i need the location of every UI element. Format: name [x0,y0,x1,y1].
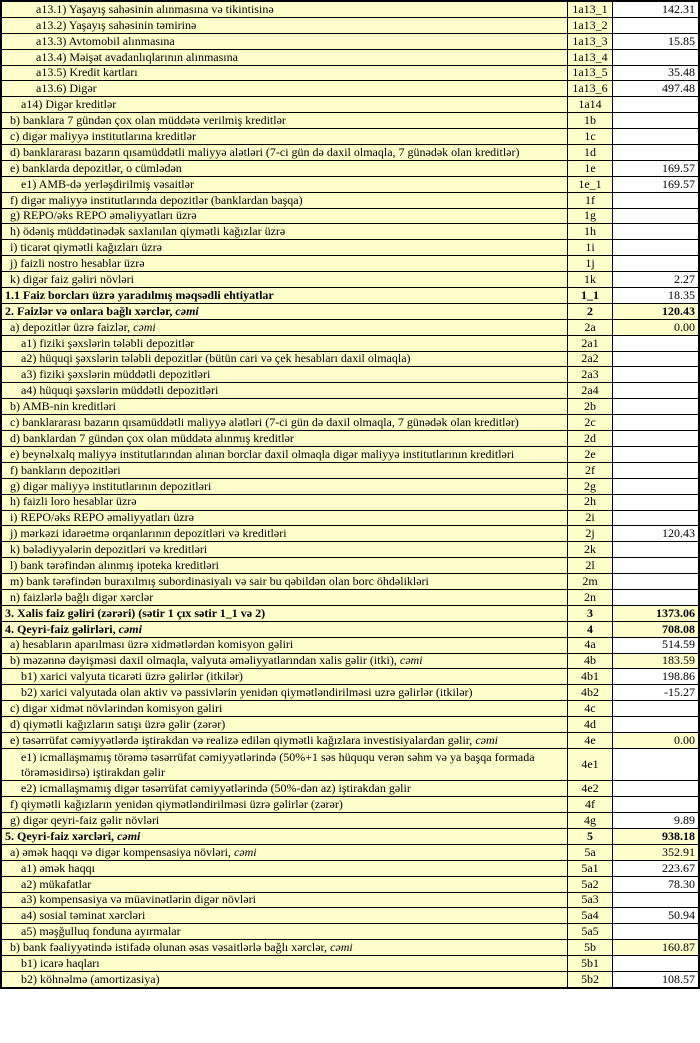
table-row [1,462,699,478]
row-label: a13.1) Yaşayış sahəsinin alınmasına və tikintisinə [1,1,568,17]
table-row [1,176,699,192]
row-value: 708.08 [613,621,700,637]
row-code: 5b1 [568,956,613,972]
table-row [1,49,699,65]
row-label-emphasis: cəmi [133,319,156,334]
row-label-emphasis: cəmi [117,828,141,843]
row-code: 2a4 [568,383,613,399]
row-value [613,351,700,367]
table-row [1,908,699,924]
row-label: a1) fiziki şəxslərin tələbli depozitlər [1,335,568,351]
table-row [1,415,699,431]
row-code: 1_1 [568,288,613,304]
row-value: 198.86 [613,669,700,685]
row-label: b) bank fəaliyyətində istifadə olunan əsas vəsaitlərlə bağlı xərclər, cəmi [1,940,568,956]
table-row [1,669,699,685]
row-value [613,956,700,972]
row-label: e2) icmallaşmamış digər təsərrüfat cəmiyyətlərində (50%-dən az) iştirakdan gəlir [1,781,568,797]
row-code: 4g [568,813,613,829]
row-code: 2a1 [568,335,613,351]
row-label: k) digər faiz gəliri növləri [1,272,568,288]
row-value [613,415,700,431]
row-code: 4e1 [568,748,613,781]
row-label: a13.6) Digər [1,81,568,97]
row-label: 2. Faizlər və onlara bağlı xərclər, cəmi [1,303,568,319]
row-value [613,462,700,478]
row-value [613,399,700,415]
row-label: 4. Qeyri-faiz gəlirləri, cəmi [1,621,568,637]
row-label: b2) xarici valyutada olan aktiv və passivlərin yenidən qiymətləndirilməsi uzrə gəlirlər (itkilər) [1,685,568,701]
row-code: 5b [568,940,613,956]
row-code: 1d [568,145,613,161]
row-value [613,129,700,145]
table-row [1,892,699,908]
row-value: 142.31 [613,1,700,17]
table-row [1,558,699,574]
row-value [613,510,700,526]
row-value [613,49,700,65]
row-code: 2c [568,415,613,431]
row-label: h) ödəniş müddətinədək saxlanılan qiymətli kağızlar üzrə [1,224,568,240]
table-row [1,240,699,256]
row-value [613,224,700,240]
table-row [1,81,699,97]
row-label: g) digər qeyri-faiz gəlir növləri [1,813,568,829]
row-code: 5a3 [568,892,613,908]
row-label: a3) fiziki şəxslərin müddətli depozitləri [1,367,568,383]
row-code: 1a13_4 [568,49,613,65]
row-value: 108.57 [613,972,700,988]
row-label: h) faizli loro hesablar üzrə [1,494,568,510]
row-value [613,145,700,161]
row-code: 1c [568,129,613,145]
table-row [1,1,699,17]
table-row [1,113,699,129]
row-value [613,240,700,256]
row-label: j) faizli nostro hesablar üzrə [1,256,568,272]
row-value: 183.59 [613,653,700,669]
row-value: 223.67 [613,860,700,876]
row-code: 1g [568,208,613,224]
row-code: 5a5 [568,924,613,940]
row-code: 5a1 [568,860,613,876]
row-value [613,542,700,558]
row-label: g) digər maliyyə institutlarının depozitləri [1,478,568,494]
table-row [1,256,699,272]
row-label-emphasis: cəmi [330,940,353,955]
row-label: b1) icarə haqları [1,956,568,972]
row-value [613,446,700,462]
row-label: i) REPO/əks REPO əməliyyatları üzrə [1,510,568,526]
row-label: b2) köhnəlmə (amortizasiya) [1,972,568,988]
row-label: e1) AMB-də yerləşdirilmiş vəsaitlər [1,176,568,192]
row-code: 2g [568,478,613,494]
table-row [1,494,699,510]
row-label: b) AMB-nin kreditləri [1,399,568,415]
row-code: 1a13_2 [568,17,613,33]
row-code: 1j [568,256,613,272]
table-row [1,701,699,717]
row-code: 2h [568,494,613,510]
row-label: b) məzənnə dəyişməsi daxil olmaqla, valyuta əməliyyatlarından xalis gəlir (itki), cəmi [1,653,568,669]
row-label: b1) xarici valyuta ticarəti üzrə gəlirlər (itkilər) [1,669,568,685]
table-row [1,478,699,494]
table-row [1,924,699,940]
row-code: 1e_1 [568,176,613,192]
row-value: 497.48 [613,81,700,97]
row-code: 2f [568,462,613,478]
table-row [1,829,699,845]
table-row [1,526,699,542]
row-label: b) banklara 7 gündən çox olan müddətə verilmiş kreditlər [1,113,568,129]
row-label: 5. Qeyri-faiz xərcləri, cəmi [1,829,568,845]
row-value [613,431,700,447]
row-value [613,924,700,940]
table-row [1,876,699,892]
report-table-body [1,1,699,988]
table-row [1,399,699,415]
row-value: 0.00 [613,732,700,748]
row-label: a13.2) Yaşayış sahəsinin təmirinə [1,17,568,33]
table-row [1,653,699,669]
row-value [613,558,700,574]
row-code: 2m [568,574,613,590]
row-code: 2e [568,446,613,462]
row-value [613,335,700,351]
row-value: 0.00 [613,319,700,335]
row-label: 3. Xalis faiz gəliri (zərəri) (sətir 1 çıx sətir 1_1 və 2) [1,605,568,621]
table-row [1,288,699,304]
row-label: a2) hüquqi şəxslərin tələbli depozitlər (bütün cari və çek hesabları daxil olmaqla) [1,351,568,367]
row-label: a4) sosial təminat xərcləri [1,908,568,924]
row-label: f) digər maliyyə institutlarında depozitlər (banklardan başqa) [1,192,568,208]
table-row [1,367,699,383]
row-value: 120.43 [613,526,700,542]
row-code: 4f [568,797,613,813]
table-row [1,510,699,526]
row-code: 4e2 [568,781,613,797]
row-label: n) faizlərlə bağlı digər xərclər [1,589,568,605]
table-row [1,192,699,208]
row-code: 4e [568,732,613,748]
row-label-emphasis: cəmi [233,844,257,859]
row-code: 2a [568,319,613,335]
table-row [1,97,699,113]
row-label-emphasis: cəmi [475,732,498,747]
row-value [613,717,700,733]
row-label: f) bankların depozitləri [1,462,568,478]
row-code: 2 [568,303,613,319]
table-row [1,33,699,49]
row-value [613,574,700,590]
table-row [1,319,699,335]
table-row [1,383,699,399]
row-label: j) mərkəzi idarəetmə orqanlarının depozitləri və kreditləri [1,526,568,542]
row-value [613,113,700,129]
row-code: 2d [568,431,613,447]
row-code: 4c [568,701,613,717]
row-code: 2k [568,542,613,558]
row-value [613,589,700,605]
row-label: a) depozitlər üzrə faizlər, cəmi [1,319,568,335]
row-value: 938.18 [613,829,700,845]
row-code: 2b [568,399,613,415]
table-row [1,574,699,590]
table-row [1,637,699,653]
row-label: e1) icmallaşmamış törəmə təsərrüfat cəmiyyətlərində (50%+1 səs hüququ verən səhm və ya başqa formada törəməsidirsə) iştirakdan gəlir [1,748,568,781]
row-label: c) banklararası bazarın qısamüddətli maliyyə alətləri (7-ci gün də daxil olmaqla, 7 günədək olan kreditlər) [1,415,568,431]
row-code: 5 [568,829,613,845]
row-value: 35.48 [613,65,700,81]
table-row [1,160,699,176]
table-row [1,748,699,781]
row-code: 4 [568,621,613,637]
table-row [1,446,699,462]
row-value [613,383,700,399]
row-value: 514.59 [613,637,700,653]
row-code: 1a13_3 [568,33,613,49]
row-code: 1a13_6 [568,81,613,97]
row-code: 5a2 [568,876,613,892]
table-row [1,431,699,447]
row-value: 169.57 [613,176,700,192]
row-label: a2) mükafatlar [1,876,568,892]
row-value [613,478,700,494]
row-label: a5) məşğulluq fonduna ayırmalar [1,924,568,940]
row-code: 1i [568,240,613,256]
row-value [613,494,700,510]
row-value: 120.43 [613,303,700,319]
row-code: 1a13_1 [568,1,613,17]
row-label: f) qiymətli kağızların yenidən qiymətləndirilməsi üzrə gəlirlər (zərər) [1,797,568,813]
row-code: 3 [568,605,613,621]
row-code: 1e [568,160,613,176]
row-value [613,701,700,717]
row-value [613,367,700,383]
row-label-emphasis: cəmi [175,303,199,318]
row-label: a) əmək haqqı və digər kompensasiya növləri, cəmi [1,844,568,860]
row-label: e) beynəlxalq maliyyə institutlarından alınan borclar daxil olmaqla digər maliyyə institutlarının kreditləri [1,446,568,462]
table-row [1,717,699,733]
row-label: k) bələdiyyələrin depozitləri və kreditləri [1,542,568,558]
row-value: 352.91 [613,844,700,860]
row-value [613,17,700,33]
row-label: a4) hüquqi şəxslərin müddətli depozitləri [1,383,568,399]
row-label: e) təsərrüfat cəmiyyətlərdə iştirakdan və realizə edilən qiymətli kağızlara investisiyalardan gəlir, cəmi [1,732,568,748]
row-label: a) hesabların aparılması üzrə xidmətlərdən komisyon gəliri [1,637,568,653]
table-row [1,303,699,319]
row-code: 2j [568,526,613,542]
row-label: i) ticarət qiymətli kağızları üzrə [1,240,568,256]
row-code: 5b2 [568,972,613,988]
table-row [1,605,699,621]
row-value [613,892,700,908]
table-row [1,732,699,748]
row-label: a3) kompensasiya və müavinətlərin digər növləri [1,892,568,908]
row-code: 2a3 [568,367,613,383]
row-code: 2i [568,510,613,526]
row-code: 5a [568,844,613,860]
row-label: d) banklararası bazarın qısamüddətli maliyyə alətləri (7-ci gün də daxil olmaqla, 7 günədək olan kreditlər) [1,145,568,161]
row-code: 4b [568,653,613,669]
table-row [1,145,699,161]
table-row [1,813,699,829]
row-code: 1a13_5 [568,65,613,81]
table-row [1,17,699,33]
row-value [613,97,700,113]
table-row [1,797,699,813]
row-code: 5a4 [568,908,613,924]
row-code: 1b [568,113,613,129]
table-row [1,65,699,81]
table-row [1,685,699,701]
row-value [613,748,700,781]
row-label: 1.1 Faiz borcları üzrə yaradılmış məqsədli ehtiyatlar [1,288,568,304]
row-code: 2a2 [568,351,613,367]
row-label: l) bank tərəfindən alınmış ipoteka kreditləri [1,558,568,574]
table-row [1,542,699,558]
row-label-emphasis: cəmi [118,621,142,636]
row-label-emphasis: cəmi [399,653,423,668]
row-code: 1a14 [568,97,613,113]
table-row [1,860,699,876]
table-row [1,589,699,605]
row-label: a13.4) Məişət avadanlıqlarının alınmasına [1,49,568,65]
row-value: 2.27 [613,272,700,288]
table-row [1,940,699,956]
row-value: 9.89 [613,813,700,829]
row-code: 2l [568,558,613,574]
row-label: c) digər xidmət növlərindən komisyon gəliri [1,701,568,717]
row-value: -15.27 [613,685,700,701]
row-value [613,781,700,797]
row-label: d) qiymətli kağızların satışı üzrə gəlir (zərər) [1,717,568,733]
row-value: 160.87 [613,940,700,956]
table-row [1,208,699,224]
row-label: a13.3) Avtomobil alınmasına [1,33,568,49]
row-label: a1) əmək haqqı [1,860,568,876]
row-value [613,192,700,208]
table-row [1,956,699,972]
row-value [613,797,700,813]
table-row [1,972,699,988]
row-value [613,256,700,272]
row-code: 1k [568,272,613,288]
row-label: m) bank tərəfindən buraxılmış subordinasiyalı və sair bu qəbildən olan borc öhdəlikləri [1,574,568,590]
table-row [1,335,699,351]
row-value: 78.30 [613,876,700,892]
row-code: 4d [568,717,613,733]
table-row [1,621,699,637]
row-label: a13.5) Kredit kartları [1,65,568,81]
table-row [1,844,699,860]
row-label: g) REPO/əks REPO əməliyyatları üzrə [1,208,568,224]
table-row [1,781,699,797]
row-code: 4b1 [568,669,613,685]
row-label: c) digər maliyyə institutlarına kreditlər [1,129,568,145]
row-label: e) banklarda depozitlər, o cümlədən [1,160,568,176]
row-value: 15.85 [613,33,700,49]
row-value: 169.57 [613,160,700,176]
table-row [1,351,699,367]
row-code: 4b2 [568,685,613,701]
row-code: 1h [568,224,613,240]
row-value [613,208,700,224]
table-row [1,272,699,288]
row-code: 1f [568,192,613,208]
row-value: 50.94 [613,908,700,924]
row-label: a14) Digər kreditlər [1,97,568,113]
row-value: 1373.06 [613,605,700,621]
row-label: d) banklardan 7 gündən çox olan müddətə alınmış kreditlər [1,431,568,447]
table-row [1,129,699,145]
row-code: 4a [568,637,613,653]
row-code: 2n [568,589,613,605]
table-row [1,224,699,240]
row-value: 18.35 [613,288,700,304]
